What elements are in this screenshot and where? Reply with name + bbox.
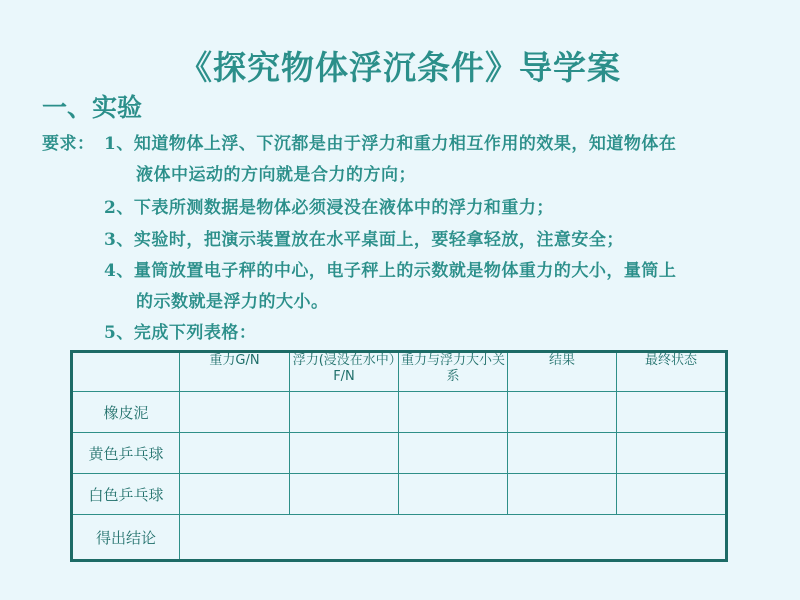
header-cell-empty: [72, 352, 180, 392]
header-weight: 重力G/N: [180, 352, 290, 392]
row-label: 橡皮泥: [72, 392, 180, 433]
table-cell[interactable]: [290, 433, 399, 474]
experiment-table: [70, 350, 728, 562]
table-cell[interactable]: [180, 474, 290, 515]
section-heading: 一、实验: [42, 93, 143, 122]
row-label: 白色乒乓球: [72, 474, 180, 515]
requirement-5: 5、完成下列表格：: [104, 323, 257, 343]
table-cell[interactable]: [399, 474, 508, 515]
conclusion-cell[interactable]: [180, 515, 727, 561]
table-cell[interactable]: [617, 392, 727, 433]
requirement-2: 2、下表所测数据是物体必须浸没在液体中的浮力和重力；: [104, 198, 554, 218]
table-cell[interactable]: [508, 392, 617, 433]
table-row: [72, 474, 727, 515]
table-cell[interactable]: [180, 392, 290, 433]
table-cell[interactable]: [290, 392, 399, 433]
header-final-state: 最终状态: [617, 352, 727, 392]
table-cell[interactable]: [399, 392, 508, 433]
table-row: [72, 433, 727, 474]
row-label: 黄色乒乓球: [72, 433, 180, 474]
table-cell[interactable]: [180, 433, 290, 474]
table-cell[interactable]: [617, 474, 727, 515]
requirement-1-line-1: 1、知道物体上浮、下沉都是由于浮力和重力相互作用的效果，知道物体在: [104, 134, 677, 154]
header-result: 结果: [508, 352, 617, 392]
table-header-row: [72, 352, 727, 392]
page-title: 《探究物体浮沉条件》导学案: [179, 48, 621, 87]
header-buoyancy: 浮力(浸没在水中）F/N: [290, 352, 399, 392]
requirement-4-line-2: 的示数就是浮力的大小。: [136, 292, 329, 312]
table-cell[interactable]: [399, 433, 508, 474]
requirement-4-line-1: 4、量筒放置电子秤的中心，电子秤上的示数就是物体重力的大小，量筒上: [104, 261, 677, 281]
table-cell[interactable]: [617, 433, 727, 474]
requirements-label: 要求：: [42, 134, 95, 154]
conclusion-label: 得出结论: [72, 515, 180, 561]
table-cell[interactable]: [508, 474, 617, 515]
table-cell[interactable]: [508, 433, 617, 474]
requirement-1-line-2: 液体中运动的方向就是合力的方向；: [136, 165, 416, 185]
conclusion-row: [72, 515, 727, 561]
table-cell[interactable]: [290, 474, 399, 515]
header-relation: 重力与浮力大小关系: [399, 352, 508, 392]
requirement-3: 3、实验时，把演示装置放在水平桌面上，要轻拿轻放，注意安全；: [104, 230, 624, 250]
table-row: [72, 392, 727, 433]
